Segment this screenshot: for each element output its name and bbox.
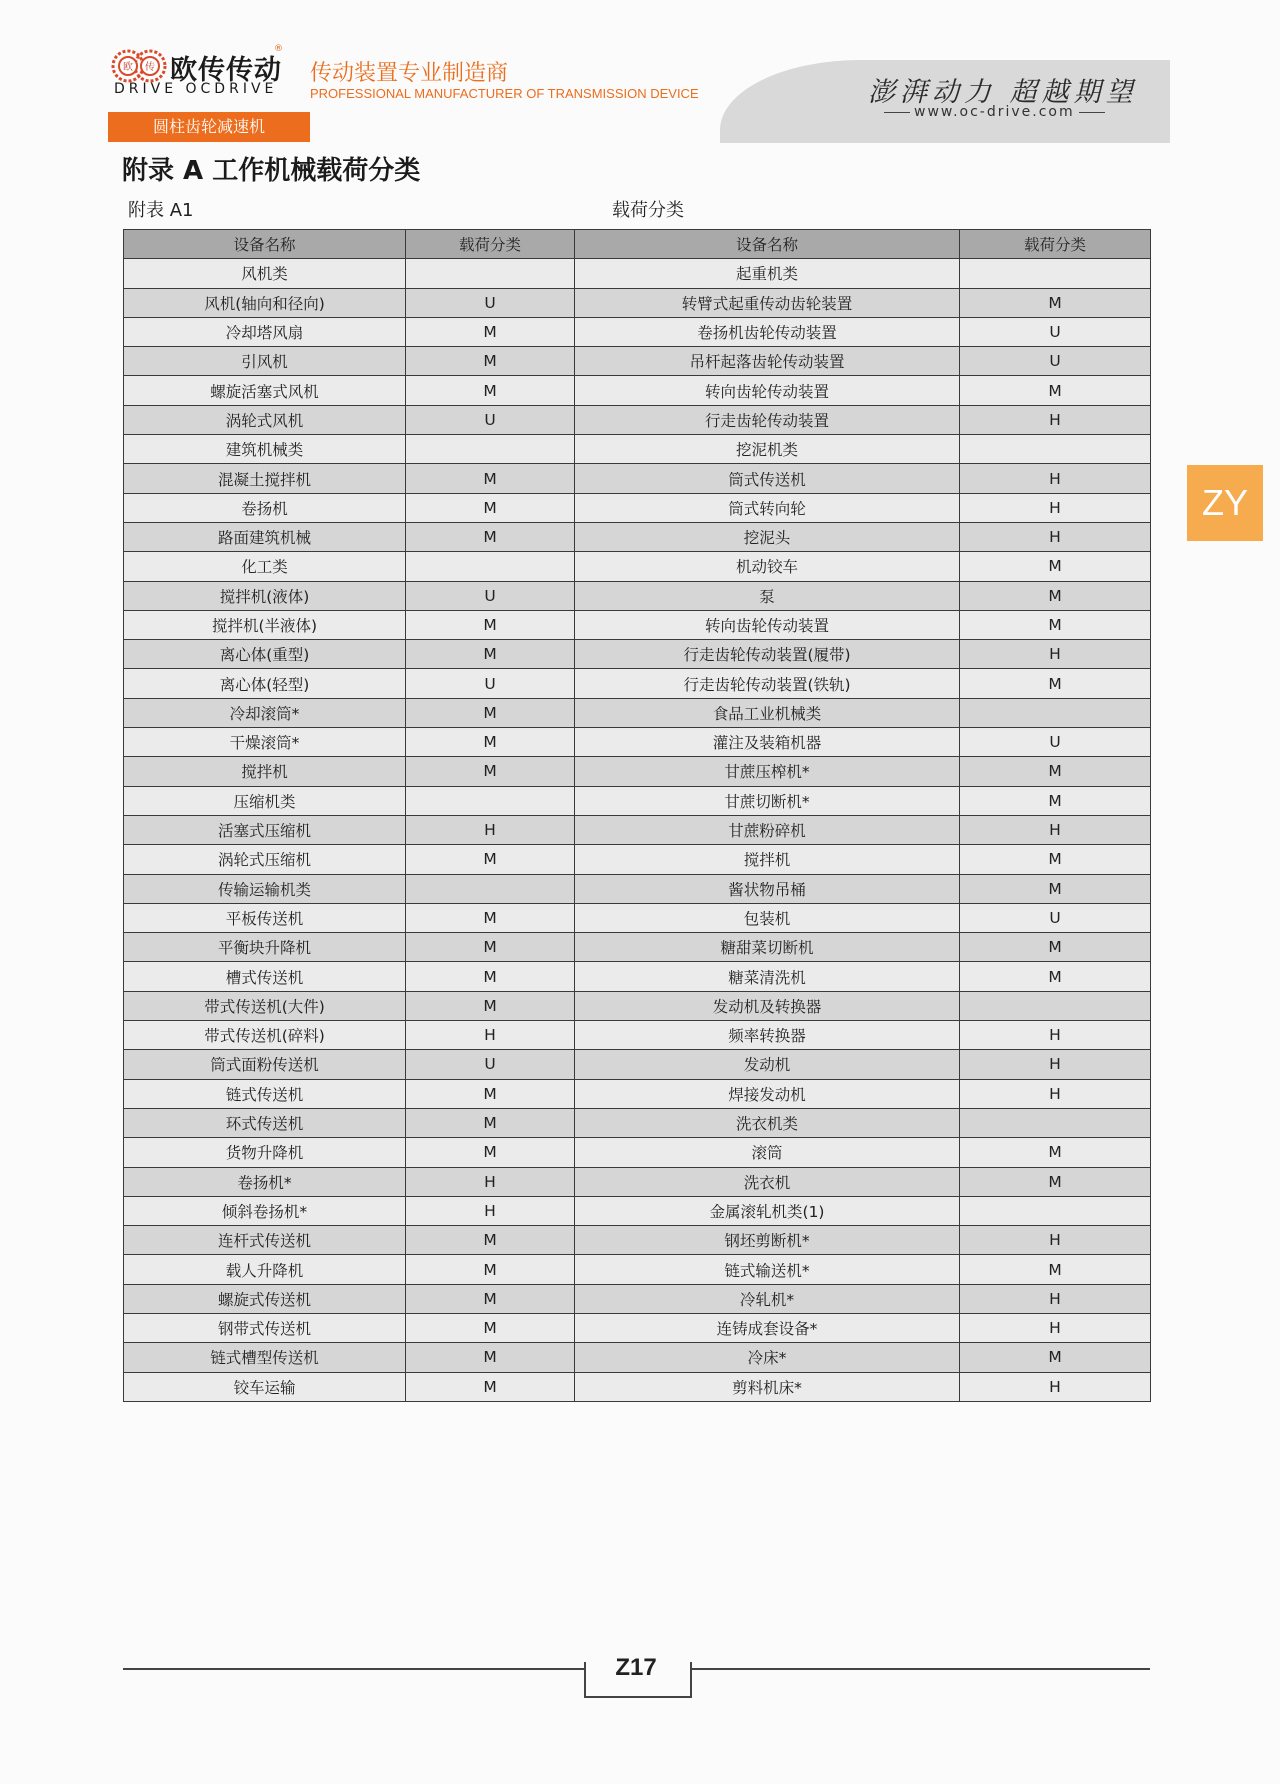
page-footer [0,1650,1280,1750]
cell-load-class: M [960,845,1151,874]
cell-equipment-name: 搅拌机 [124,757,406,786]
cell-equipment-name: 筒式转向轮 [575,493,960,522]
cell-equipment-name: 平板传送机 [124,903,406,932]
company-logo [108,44,298,100]
cell-load-class [406,874,575,903]
table-row [124,962,1151,991]
cell-equipment-name: 风机类 [124,259,406,288]
cell-load-class: M [406,933,575,962]
table-row [124,1167,1151,1196]
cell-load-class: M [960,581,1151,610]
cell-equipment-name: 搅拌机(液体) [124,581,406,610]
table-row [124,1021,1151,1050]
table-row [124,1255,1151,1284]
cell-equipment-name: 连杆式传送机 [124,1226,406,1255]
cell-equipment-name: 冷轧机* [575,1284,960,1313]
cell-equipment-name: 载人升降机 [124,1255,406,1284]
table-row [124,845,1151,874]
cell-load-class [960,435,1151,464]
cell-equipment-name: 带式传送机(大件) [124,991,406,1020]
cell-equipment-name: 卷扬机* [124,1167,406,1196]
cell-equipment-name: 泵 [575,581,960,610]
table-row [124,347,1151,376]
table-row [124,933,1151,962]
header-equipment-name: 设备名称 [575,230,960,259]
table-body [124,259,1151,1402]
cell-load-class: M [960,669,1151,698]
cell-load-class: U [406,581,575,610]
cell-load-class: U [406,1050,575,1079]
cell-load-class: H [960,1284,1151,1313]
cell-load-class: M [406,1284,575,1313]
cell-load-class: H [960,522,1151,551]
cell-load-class: M [406,1108,575,1137]
cell-equipment-name: 发动机 [575,1050,960,1079]
cell-equipment-name: 冷床* [575,1343,960,1372]
cell-load-class: U [960,728,1151,757]
svg-text:欧: 欧 [123,62,133,73]
table-row [124,259,1151,288]
page-title: 附录 A 工作机械载荷分类 [122,156,421,186]
cell-equipment-name: 行走齿轮传动装置(履带) [575,640,960,669]
table-label: 附表 A1 [128,200,194,221]
table-row [124,1284,1151,1313]
cell-equipment-name: 带式传送机(碎料) [124,1021,406,1050]
cell-load-class: M [406,640,575,669]
cell-load-class: M [406,522,575,551]
cell-load-class: M [960,786,1151,815]
cell-load-class: M [406,1255,575,1284]
cell-equipment-name: 卷扬机 [124,493,406,522]
cell-load-class: M [406,464,575,493]
table-row [124,1196,1151,1225]
cell-equipment-name: 链式传送机 [124,1079,406,1108]
cell-equipment-name: 活塞式压缩机 [124,815,406,844]
cell-equipment-name: 冷却滚筒* [124,698,406,727]
tagline-cn: 传动装置专业制造商 [310,61,509,86]
table-row [124,698,1151,727]
cell-equipment-name: 食品工业机械类 [575,698,960,727]
cell-load-class [960,1108,1151,1137]
cell-load-class: H [960,1021,1151,1050]
cell-load-class: M [960,1138,1151,1167]
cell-load-class: H [960,1313,1151,1342]
brand-name-en: DRIVE OCDRIVE [114,81,278,97]
cell-equipment-name: 转向齿轮传动装置 [575,610,960,639]
cell-load-class: M [406,845,575,874]
cell-load-class: M [406,728,575,757]
cell-equipment-name: 倾斜卷扬机* [124,1196,406,1225]
cell-load-class: M [406,376,575,405]
cell-load-class: M [960,1255,1151,1284]
table-row [124,728,1151,757]
cell-equipment-name: 糖甜菜切断机 [575,933,960,962]
cell-equipment-name: 链式输送机* [575,1255,960,1284]
cell-load-class: H [960,493,1151,522]
cell-load-class: M [960,376,1151,405]
cell-load-class: H [406,1021,575,1050]
cell-equipment-name: 糖菜清洗机 [575,962,960,991]
table-row [124,786,1151,815]
header-load-class: 载荷分类 [960,230,1151,259]
cell-load-class: M [406,698,575,727]
cell-equipment-name: 钢带式传送机 [124,1313,406,1342]
table-row [124,1050,1151,1079]
table-row [124,1313,1151,1342]
table-row [124,874,1151,903]
cell-load-class: M [960,288,1151,317]
cell-equipment-name: 挖泥机类 [575,435,960,464]
table-row [124,1138,1151,1167]
cell-load-class: M [960,874,1151,903]
cell-load-class: M [406,1138,575,1167]
cell-load-class: M [406,962,575,991]
header-equipment-name: 设备名称 [124,230,406,259]
cell-load-class: U [960,317,1151,346]
cell-load-class: U [406,669,575,698]
cell-equipment-name: 甘蔗压榨机* [575,757,960,786]
cell-load-class [406,552,575,581]
header-load-class: 载荷分类 [406,230,575,259]
table-header-row [124,230,1151,259]
cell-load-class: H [960,1372,1151,1401]
cell-equipment-name: 干燥滚筒* [124,728,406,757]
table-caption: 载荷分类 [612,200,684,221]
cell-equipment-name: 剪料机床* [575,1372,960,1401]
cell-equipment-name: 金属滚轧机类(1) [575,1196,960,1225]
cell-equipment-name: 滚筒 [575,1138,960,1167]
cell-equipment-name: 连铸成套设备* [575,1313,960,1342]
cell-equipment-name: 灌注及装箱机器 [575,728,960,757]
cell-load-class: H [406,815,575,844]
table-row [124,552,1151,581]
cell-load-class: M [406,347,575,376]
cell-load-class: M [960,757,1151,786]
cell-load-class: H [960,640,1151,669]
cell-equipment-name: 行走齿轮传动装置 [575,405,960,434]
cell-load-class: U [960,903,1151,932]
category-tab: 圆柱齿轮减速机 [108,112,310,142]
svg-text:传: 传 [145,62,155,73]
table-row [124,464,1151,493]
cell-load-class [960,259,1151,288]
table-row [124,1226,1151,1255]
cell-load-class: U [960,347,1151,376]
cell-load-class: M [960,933,1151,962]
table-row [124,991,1151,1020]
cell-equipment-name: 传输运输机类 [124,874,406,903]
table-row [124,640,1151,669]
tagline-en: PROFESSIONAL MANUFACTURER OF TRANSMISSION DEVICE [310,86,699,101]
cell-equipment-name: 洗衣机类 [575,1108,960,1137]
load-classification-table [123,229,1151,1402]
cell-load-class: M [406,1313,575,1342]
table-row [124,288,1151,317]
cell-load-class: H [960,1226,1151,1255]
cell-equipment-name: 化工类 [124,552,406,581]
cell-load-class: M [406,1372,575,1401]
cell-equipment-name: 混凝土搅拌机 [124,464,406,493]
table-row [124,1108,1151,1137]
cell-load-class: H [960,405,1151,434]
table-row [124,1079,1151,1108]
website-url: www.oc-drive.com [880,104,1109,120]
cell-load-class: M [960,610,1151,639]
table-row [124,610,1151,639]
cell-equipment-name: 洗衣机 [575,1167,960,1196]
cell-load-class [406,435,575,464]
cell-equipment-name: 建筑机械类 [124,435,406,464]
table-row [124,405,1151,434]
cell-equipment-name: 焊接发动机 [575,1079,960,1108]
cell-equipment-name: 螺旋式传送机 [124,1284,406,1313]
cell-load-class: M [406,317,575,346]
table-row [124,903,1151,932]
cell-equipment-name: 甘蔗切断机* [575,786,960,815]
cell-load-class [960,991,1151,1020]
cell-equipment-name: 起重机类 [575,259,960,288]
cell-load-class: M [960,1167,1151,1196]
cell-equipment-name: 卷扬机齿轮传动装置 [575,317,960,346]
cell-equipment-name: 链式槽型传送机 [124,1343,406,1372]
table-row [124,435,1151,464]
cell-load-class [960,698,1151,727]
cell-equipment-name: 搅拌机 [575,845,960,874]
cell-equipment-name: 挖泥头 [575,522,960,551]
cell-equipment-name: 行走齿轮传动装置(铁轨) [575,669,960,698]
cell-equipment-name: 平衡块升降机 [124,933,406,962]
cell-equipment-name: 筒式面粉传送机 [124,1050,406,1079]
cell-equipment-name: 转向齿轮传动装置 [575,376,960,405]
table-row [124,1343,1151,1372]
cell-load-class [406,259,575,288]
table-row [124,757,1151,786]
cell-equipment-name: 离心体(重型) [124,640,406,669]
cell-equipment-name: 涡轮式压缩机 [124,845,406,874]
cell-load-class: U [406,288,575,317]
table-row [124,581,1151,610]
cell-load-class: H [406,1167,575,1196]
slogan: 澎湃动力 超越期望 [868,77,1138,108]
registered-mark-icon: ® [274,44,283,54]
cell-equipment-name: 钢坯剪断机* [575,1226,960,1255]
cell-equipment-name: 槽式传送机 [124,962,406,991]
cell-load-class: M [406,991,575,1020]
table-row [124,376,1151,405]
cell-equipment-name: 甘蔗粉碎机 [575,815,960,844]
cell-load-class: M [960,1343,1151,1372]
footer-rule-left [123,1668,586,1670]
table-row [124,522,1151,551]
cell-equipment-name: 螺旋活塞式风机 [124,376,406,405]
cell-load-class [406,786,575,815]
footer-rule-right [686,1668,1150,1670]
cell-load-class: M [406,903,575,932]
cell-equipment-name: 吊杆起落齿轮传动装置 [575,347,960,376]
page-header [0,0,1280,150]
cell-equipment-name: 环式传送机 [124,1108,406,1137]
cell-load-class: M [406,1079,575,1108]
cell-equipment-name: 铰车运输 [124,1372,406,1401]
cell-load-class: M [406,610,575,639]
section-side-tab: ZY [1187,465,1263,541]
table-row [124,1372,1151,1401]
cell-equipment-name: 冷却塔风扇 [124,317,406,346]
cell-equipment-name: 离心体(轻型) [124,669,406,698]
cell-equipment-name: 风机(轴向和径向) [124,288,406,317]
cell-load-class: M [406,1343,575,1372]
cell-load-class: M [406,757,575,786]
cell-equipment-name: 包装机 [575,903,960,932]
cell-equipment-name: 频率转换器 [575,1021,960,1050]
cell-equipment-name: 压缩机类 [124,786,406,815]
cell-equipment-name: 涡轮式风机 [124,405,406,434]
cell-load-class: H [960,464,1151,493]
cell-load-class: H [960,1079,1151,1108]
cell-equipment-name: 转臂式起重传动齿轮装置 [575,288,960,317]
cell-load-class: H [406,1196,575,1225]
cell-load-class [960,1196,1151,1225]
cell-equipment-name: 发动机及转换器 [575,991,960,1020]
cell-equipment-name: 路面建筑机械 [124,522,406,551]
table-row [124,815,1151,844]
cell-load-class: M [406,493,575,522]
table-row [124,317,1151,346]
cell-load-class: H [960,815,1151,844]
cell-equipment-name: 货物升降机 [124,1138,406,1167]
cell-load-class: M [960,552,1151,581]
cell-equipment-name: 筒式传送机 [575,464,960,493]
cell-load-class: H [960,1050,1151,1079]
table-row [124,669,1151,698]
cell-load-class: U [406,405,575,434]
cell-load-class: M [406,1226,575,1255]
table-row [124,493,1151,522]
cell-load-class: M [960,962,1151,991]
cell-equipment-name: 搅拌机(半液体) [124,610,406,639]
cell-equipment-name: 引风机 [124,347,406,376]
cell-equipment-name: 酱状物吊桶 [575,874,960,903]
page-number: Z17 [615,1654,657,1681]
cell-equipment-name: 机动铰车 [575,552,960,581]
brand-name-cn: 欧传传动 [170,55,282,86]
